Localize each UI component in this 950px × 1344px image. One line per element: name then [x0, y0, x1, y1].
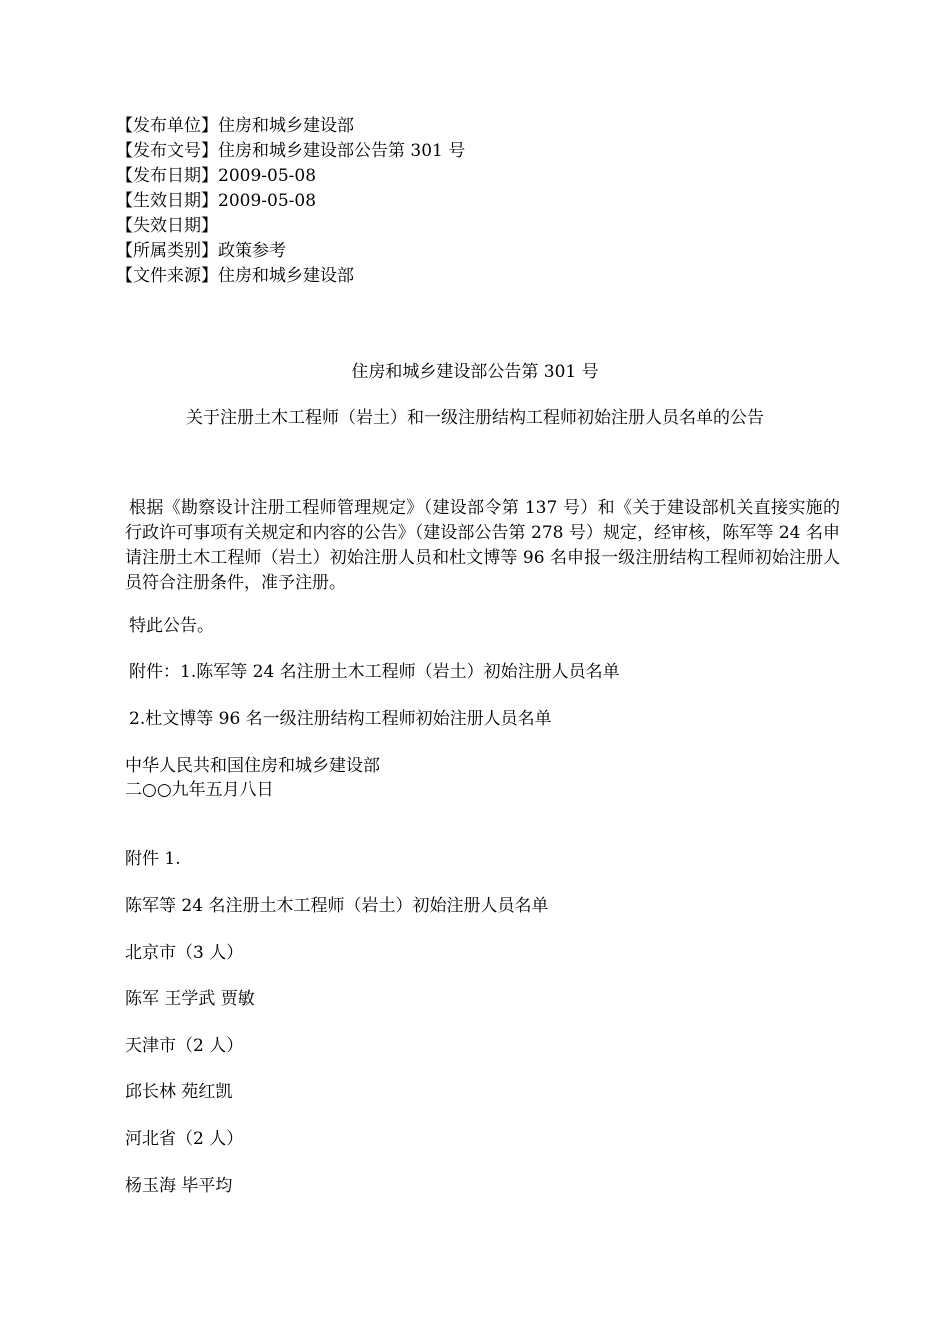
meta-effective-date [116, 189, 465, 214]
meta-value: 2009-05-08 [218, 166, 317, 186]
appendix-label: 附件 1. [125, 849, 181, 869]
meta-label: 【失效日期】 [116, 216, 218, 236]
meta-value: 住房和城乡建设部公告第 301 号 [218, 141, 466, 161]
meta-label: 【发布日期】 [116, 166, 218, 186]
issue-date: 二○○九年五月八日 [125, 780, 274, 800]
meta-publish-date [116, 164, 465, 189]
meta-value: 住房和城乡建设部 [218, 116, 354, 136]
document-subject-title: 关于注册土木工程师（岩土）和一级注册结构工程师初始注册人员名单的公告 [186, 408, 764, 428]
meta-label: 【生效日期】 [116, 191, 218, 211]
region-heading: 北京市（3 人） [125, 943, 244, 963]
meta-doc-number [116, 139, 465, 164]
meta-label: 【所属类别】 [116, 241, 218, 261]
meta-category [116, 239, 465, 264]
attachment-1-line: 附件：1.陈军等 24 名注册土木工程师（岩土）初始注册人员名单 [129, 662, 620, 682]
meta-value: 2009-05-08 [218, 191, 317, 211]
meta-issuer [116, 114, 465, 139]
meta-value: 政策参考 [218, 241, 286, 261]
issuer-name: 中华人民共和国住房和城乡建设部 [125, 756, 380, 776]
region-people: 陈军 王学武 贾敏 [125, 989, 255, 1009]
meta-value: 住房和城乡建设部 [218, 266, 354, 286]
region-people: 杨玉海 毕平均 [125, 1176, 233, 1196]
meta-label: 【文件来源】 [116, 266, 218, 286]
region-people: 邱长林 苑红凯 [125, 1082, 233, 1102]
metadata-block [116, 114, 465, 289]
meta-source [116, 264, 465, 289]
attachment-2-line: 2.杜文博等 96 名一级注册结构工程师初始注册人员名单 [129, 709, 552, 729]
body-paragraph: 根据《勘察设计注册工程师管理规定》（建设部令第 137 号）和《关于建设部机关直接实施的行政许可事项有关规定和内容的公告》（建设部公告第 278 号）规定，经审核，陈军等 24 名申请注册土木工程师（岩土）初始注册人员和杜文博等 96 名申报一级注册结构工程师初始注册人员符合注册条件，准予注册。 [125, 498, 840, 593]
appendix-title: 陈军等 24 名注册土木工程师（岩土）初始注册人员名单 [125, 896, 549, 916]
region-heading: 河北省（2 人） [125, 1129, 244, 1149]
meta-expiry-date [116, 214, 465, 239]
document-number-title: 住房和城乡建设部公告第 301 号 [351, 362, 599, 382]
meta-label: 【发布文号】 [116, 141, 218, 161]
meta-label: 【发布单位】 [116, 116, 218, 136]
region-heading: 天津市（2 人） [125, 1036, 244, 1056]
notice-text: 特此公告。 [129, 616, 214, 636]
